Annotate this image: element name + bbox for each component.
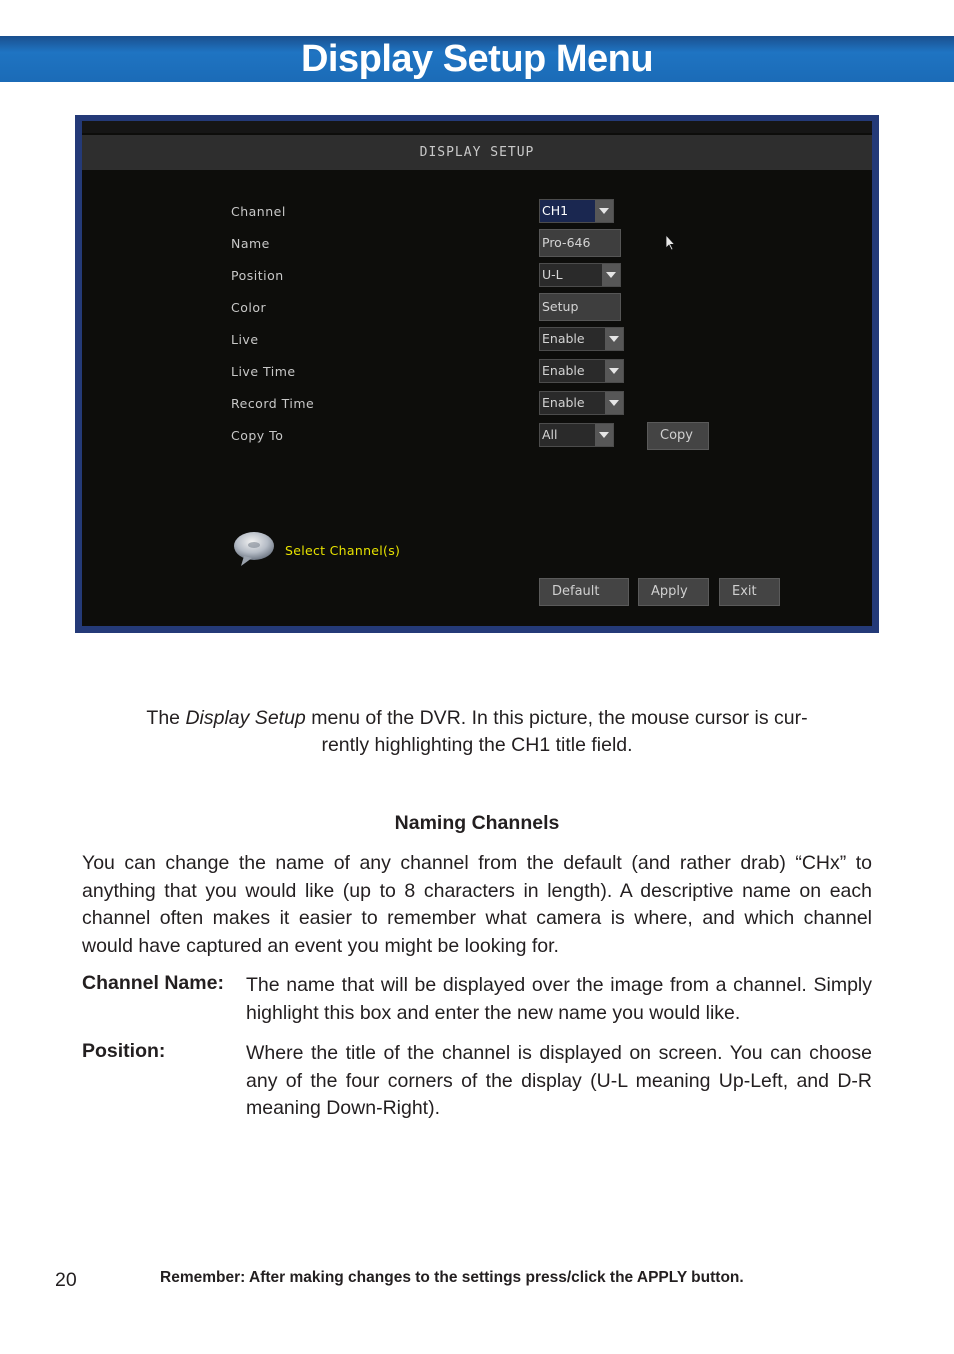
caption-prefix: The — [146, 707, 186, 729]
apply-button[interactable]: Apply — [638, 578, 709, 606]
copy-button[interactable]: Copy — [647, 422, 709, 450]
definition-term: Position: — [82, 1040, 166, 1062]
record-time-label: Record Time — [231, 396, 315, 411]
chevron-down-icon — [605, 360, 623, 382]
copy-to-select-value: All — [542, 427, 558, 442]
exit-button[interactable]: Exit — [719, 578, 780, 606]
live-time-select-value: Enable — [542, 363, 585, 378]
record-time-select-value: Enable — [542, 395, 585, 410]
chevron-down-icon — [605, 328, 623, 350]
channel-select-value: CH1 — [542, 203, 569, 218]
position-select-value: U-L — [542, 267, 563, 282]
intro-paragraph: You can change the name of any channel from the default (and rather drab) “CHx” to anything that you would like (up to 8 characters in length). A descriptive name on each channel often makes it easier to remember what camera is where, and which channel would have captured an event you might be looking for. — [82, 852, 872, 957]
color-setup-label: Setup — [542, 299, 579, 314]
position-label: Position — [231, 268, 284, 283]
page-title: Display Setup Menu — [300, 38, 654, 80]
live-time-label: Live Time — [231, 364, 296, 379]
mouse-cursor-icon — [665, 234, 677, 252]
definition-term: Channel Name: — [82, 972, 224, 994]
live-label: Live — [231, 332, 259, 347]
position-select[interactable] — [539, 263, 621, 287]
chevron-down-icon — [605, 392, 623, 414]
dvr-menu-title: DISPLAY SETUP — [419, 145, 535, 160]
color-label: Color — [231, 300, 267, 315]
figure-caption — [110, 705, 844, 759]
chevron-down-icon — [595, 200, 613, 222]
chevron-down-icon — [602, 264, 620, 286]
copy-to-select[interactable] — [539, 423, 614, 447]
dvr-screenshot — [82, 121, 872, 626]
channel-name-value: Pro-646 — [542, 235, 591, 250]
record-time-select[interactable] — [539, 391, 624, 415]
live-select-value: Enable — [542, 331, 585, 346]
copy-to-label: Copy To — [231, 428, 284, 443]
definition-description: Where the title of the channel is displayed on screen. You can choose any of the four corners of the display (U-L meaning Up-Left, and D-R meaning Down-Right). — [246, 1042, 872, 1119]
caption-emphasis: Display Setup — [185, 707, 306, 729]
channel-name-field[interactable] — [539, 229, 621, 257]
dvr-top-strip — [82, 121, 872, 133]
live-time-select[interactable] — [539, 359, 624, 383]
speech-bubble-icon — [232, 528, 276, 568]
dvr-screenshot-frame — [75, 115, 879, 633]
name-label: Name — [231, 236, 270, 251]
footer-reminder: Remember: After making changes to the settings press/click the APPLY button. — [160, 1269, 744, 1286]
section-heading: Naming Channels — [394, 812, 560, 834]
select-channels-hint: Select Channel(s) — [285, 543, 401, 558]
chevron-down-icon — [595, 424, 613, 446]
definition-description: The name that will be displayed over the image from a channel. Simply highlight this box and enter the new name you would like. — [246, 974, 872, 1024]
page-number: 20 — [55, 1269, 77, 1291]
channel-label: Channel — [231, 204, 286, 219]
channel-select[interactable] — [539, 199, 614, 223]
default-button[interactable]: Default — [539, 578, 629, 606]
caption-line-2: rently highlighting the CH1 title field. — [321, 734, 633, 756]
color-setup-button[interactable] — [539, 293, 621, 321]
caption-line-1: menu of the DVR. In this picture, the mouse cursor is cur- — [305, 707, 808, 729]
live-select[interactable] — [539, 327, 624, 351]
